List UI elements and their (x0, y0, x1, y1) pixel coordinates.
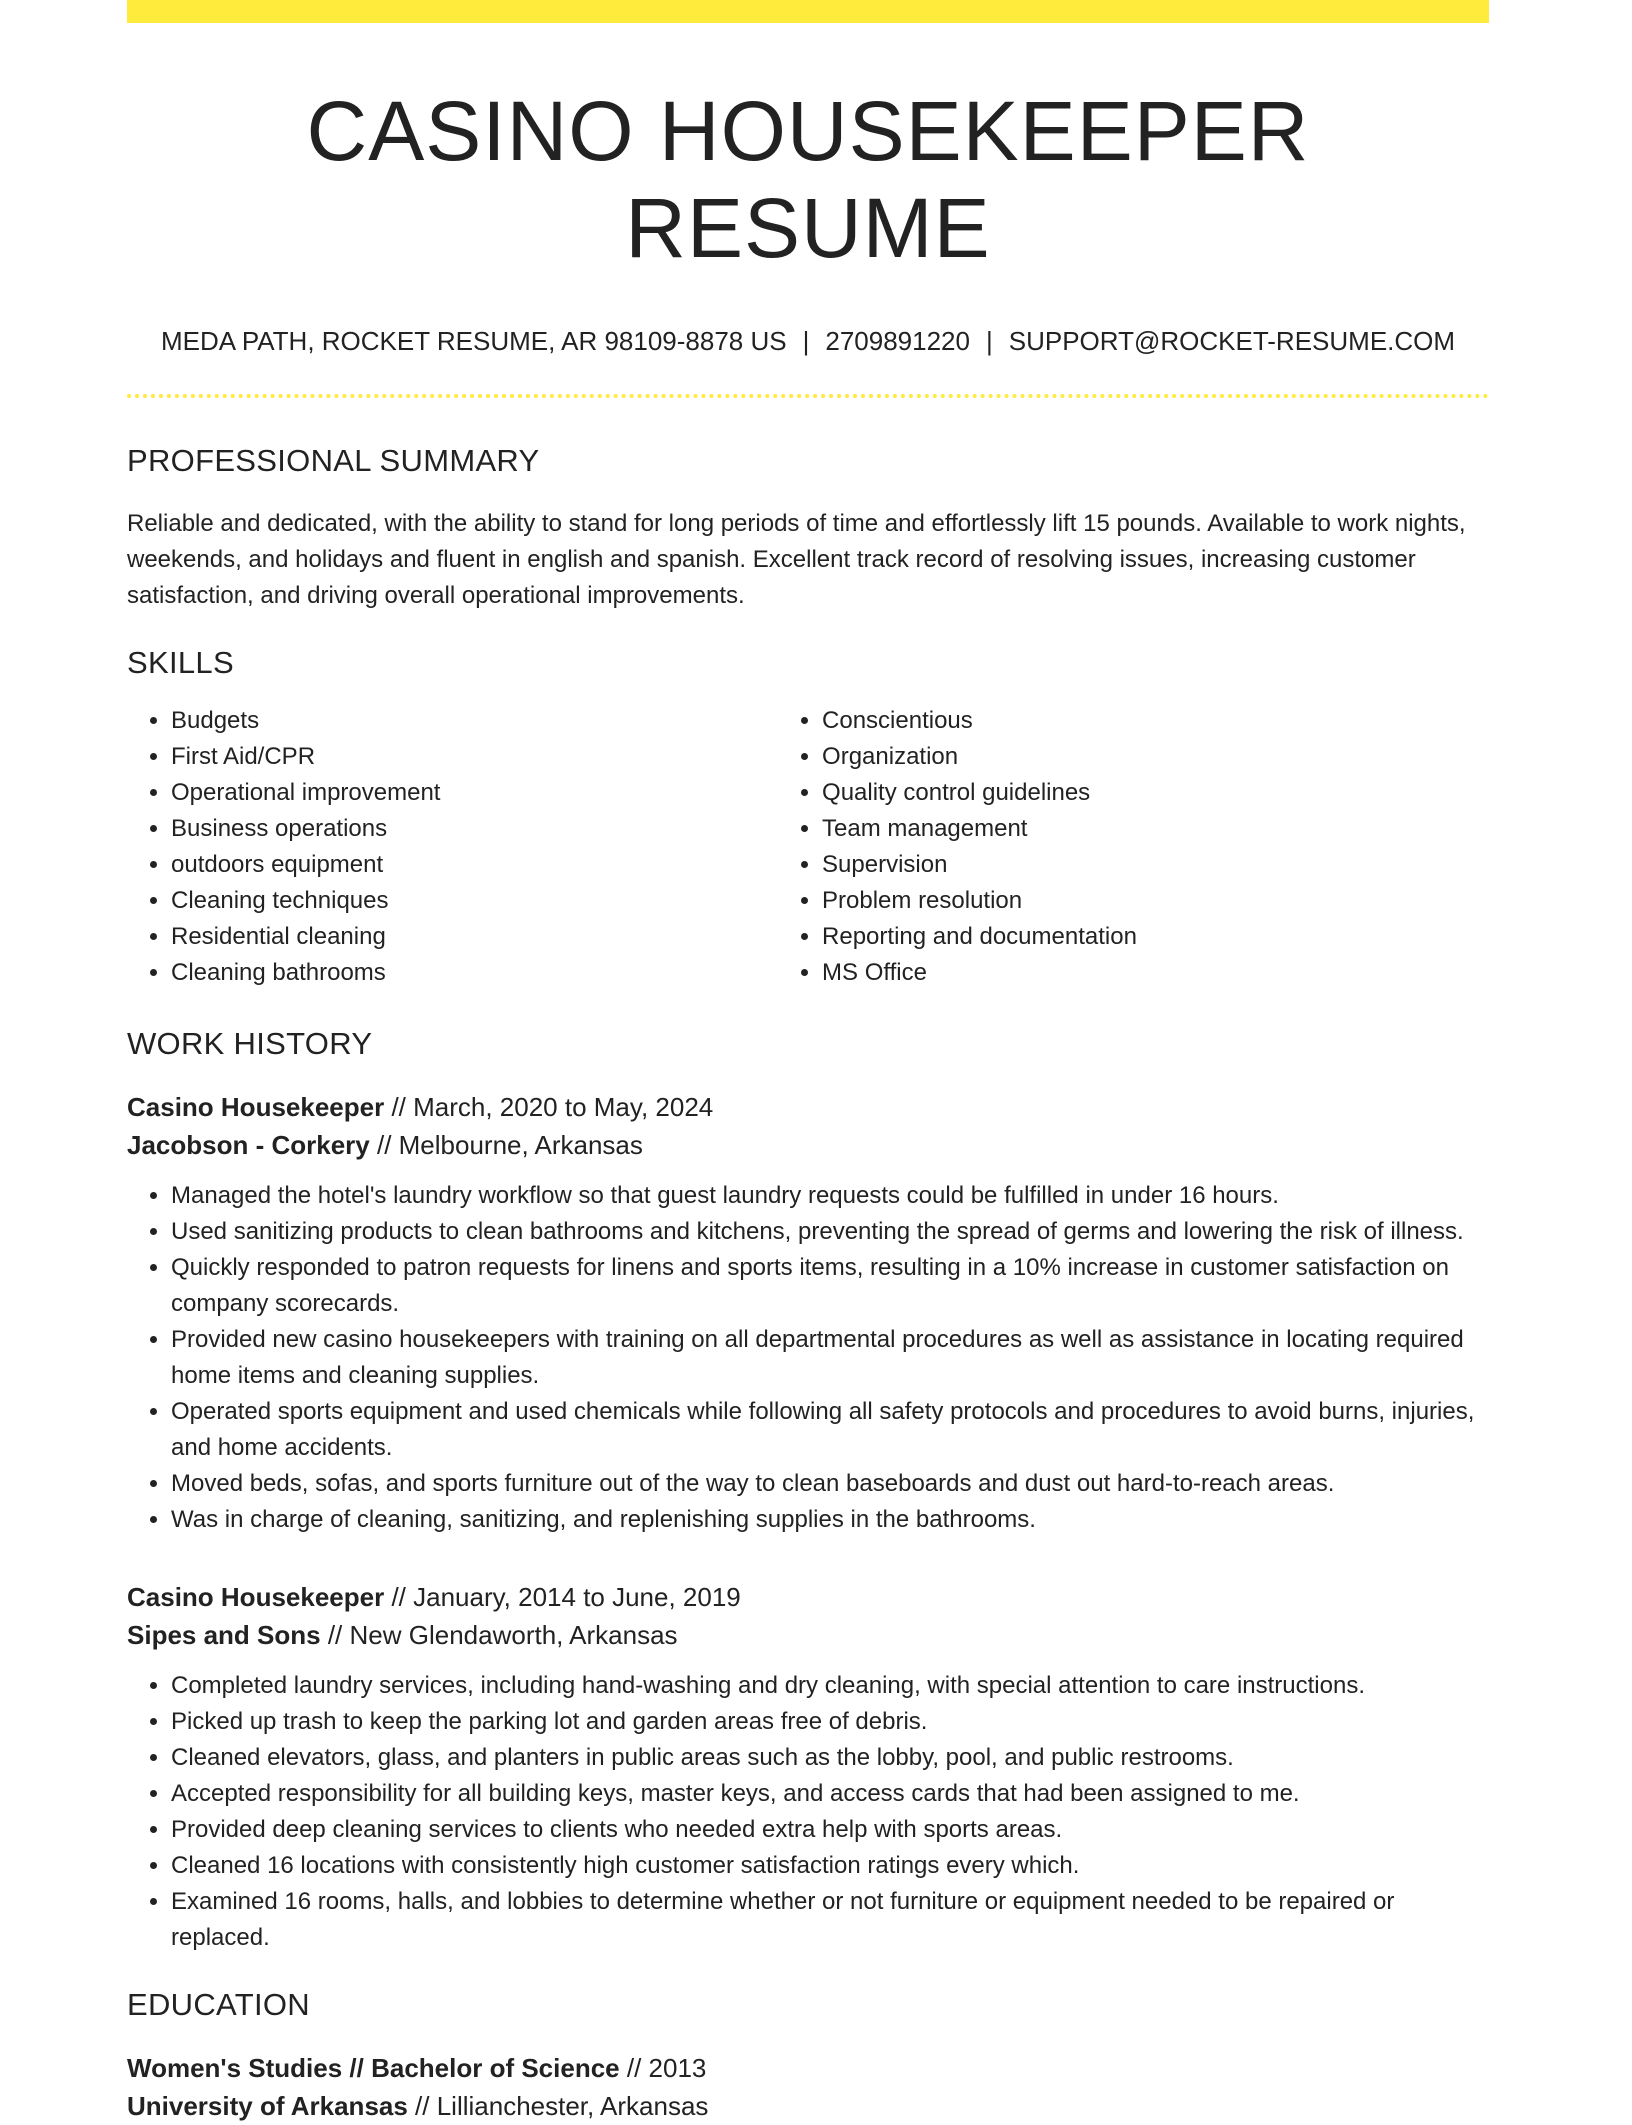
education-location: // Lillianchester, Arkansas (407, 2091, 709, 2122)
skill-item: • Residential cleaning (171, 919, 778, 955)
contact-address: MEDA PATH, ROCKET RESUME, AR 98109-8878 US (160, 326, 787, 357)
skill-item: • outdoors equipment (171, 847, 778, 883)
contact-phone: 2709891220 (825, 326, 970, 357)
skills-list-right (778, 703, 1489, 991)
job-bullets (127, 1178, 1489, 1538)
contact-email: SUPPORT@ROCKET-RESUME.COM (1008, 326, 1456, 357)
job-company: Sipes and Sons (127, 1619, 321, 1650)
skill-item: • MS Office (822, 955, 1489, 991)
skills-list-left (127, 703, 778, 991)
education-school-line (127, 2087, 1489, 2125)
job-bullet: • Managed the hotel's laundry workflow so that guest laundry requests could be fulfilled in under 16 hours. (171, 1178, 1489, 1214)
skill-item: • Organization (822, 739, 1489, 775)
job-company-line (127, 1126, 1489, 1164)
job-location: // Melbourne, Arkansas (369, 1129, 643, 1160)
skill-item: • Quality control guidelines (822, 775, 1489, 811)
education-degree-line (127, 2049, 1489, 2087)
skill-item: • Operational improvement (171, 775, 778, 811)
job-bullet: • Completed laundry services, including hand-washing and dry cleaning, with special attention to care instructions. (171, 1668, 1489, 1704)
skill-item: • Conscientious (822, 703, 1489, 739)
education-heading: EDUCATION (127, 1986, 310, 2022)
job-dates: // January, 2014 to June, 2019 (384, 1581, 741, 1612)
education-school: University of Arkansas (127, 2091, 408, 2122)
education-year: // 2013 (619, 2053, 707, 2084)
skill-item: • Problem resolution (822, 883, 1489, 919)
job-bullet: • Cleaned elevators, glass, and planters in public areas such as the lobby, pool, and public restrooms. (171, 1740, 1489, 1776)
skill-item: • Business operations (171, 811, 778, 847)
job-company: Jacobson - Corkery (127, 1129, 370, 1160)
job-bullet: • Moved beds, sofas, and sports furniture out of the way to clean baseboards and dust out hard-to-reach areas. (171, 1466, 1489, 1502)
job-entry (127, 1578, 1489, 1956)
skills-heading: SKILLS (127, 644, 234, 680)
job-title: Casino Housekeeper (127, 1581, 385, 1612)
job-bullet: • Quickly responded to patron requests for linens and sports items, resulting in a 10% increase in customer satisfaction on company scorecards. (171, 1250, 1489, 1322)
skill-item: • Reporting and documentation (822, 919, 1489, 955)
contact-separator: | (985, 326, 993, 357)
education-entry (127, 2049, 1489, 2125)
skill-item: • First Aid/CPR (171, 739, 778, 775)
resume-page (127, 0, 1489, 2125)
skill-item: • Cleaning techniques (171, 883, 778, 919)
job-entry (127, 1088, 1489, 1538)
skill-item: • Budgets (171, 703, 778, 739)
resume-title: CASINO HOUSEKEEPER RESUME (306, 84, 1310, 275)
job-bullet: • Accepted responsibility for all building keys, master keys, and access cards that had been assigned to me. (171, 1776, 1489, 1812)
job-bullets (127, 1668, 1489, 1956)
job-title-line (127, 1578, 1489, 1616)
summary-text: Reliable and dedicated, with the ability to stand for long periods of time and effortlessly lift 15 pounds. Available to work nights, weekends, and holidays and fluent in english and spanish. Excellent track record of resolving issues, increasing customer satisfaction, and driving overall operational improvements. (127, 509, 1466, 609)
job-bullet: • Was in charge of cleaning, sanitizing, and replenishing supplies in the bathrooms. (171, 1502, 1489, 1538)
job-bullet: • Examined 16 rooms, halls, and lobbies to determine whether or not furniture or equipment needed to be repaired or replaced. (171, 1884, 1489, 1956)
job-bullet: • Operated sports equipment and used chemicals while following all safety protocols and procedures to avoid burns, injuries, and home accidents. (171, 1394, 1489, 1466)
job-bullet: • Provided deep cleaning services to clients who needed extra help with sports areas. (171, 1812, 1489, 1848)
job-bullet: • Provided new casino housekeepers with training on all departmental procedures as well as assistance in locating required home items and cleaning supplies. (171, 1322, 1489, 1394)
job-location: // New Glendaworth, Arkansas (320, 1619, 678, 1650)
skill-item: • Cleaning bathrooms (171, 955, 778, 991)
summary-heading: PROFESSIONAL SUMMARY (127, 443, 540, 479)
job-title-line (127, 1088, 1489, 1126)
job-dates: // March, 2020 to May, 2024 (384, 1091, 714, 1122)
skills-columns (127, 703, 1489, 991)
accent-bar (127, 0, 1489, 23)
dotted-divider (127, 394, 1489, 398)
skill-item: • Supervision (822, 847, 1489, 883)
skill-item: • Team management (822, 811, 1489, 847)
job-title: Casino Housekeeper (127, 1091, 385, 1122)
work-history-heading: WORK HISTORY (127, 1025, 373, 1061)
job-bullet: • Used sanitizing products to clean bathrooms and kitchens, preventing the spread of germs and lowering the risk of illness. (171, 1214, 1489, 1250)
contact-separator: | (802, 326, 810, 357)
job-bullet: • Picked up trash to keep the parking lot and garden areas free of debris. (171, 1704, 1489, 1740)
education-degree: Women's Studies // Bachelor of Science (127, 2053, 620, 2084)
job-company-line (127, 1616, 1489, 1654)
job-bullet: • Cleaned 16 locations with consistently high customer satisfaction ratings every which. (171, 1848, 1489, 1884)
contact-line (127, 326, 1489, 357)
